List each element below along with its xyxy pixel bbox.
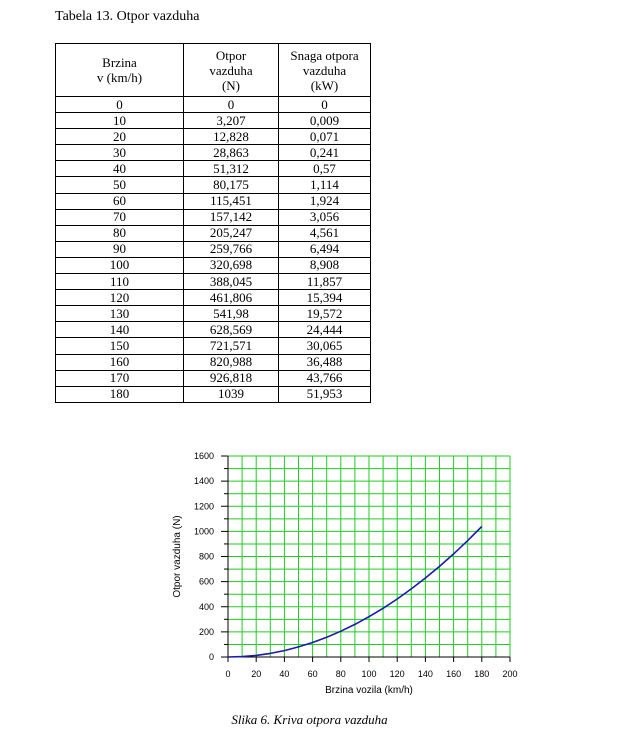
cell-resistance: 0 — [184, 97, 279, 113]
cell-power: 4,561 — [279, 225, 371, 241]
x-tick-label: 140 — [417, 669, 433, 679]
cell-speed: 130 — [56, 306, 184, 322]
header-line: Brzina — [102, 55, 137, 70]
cell-resistance: 320,698 — [184, 257, 279, 273]
y-tick-label: 600 — [198, 576, 214, 587]
header-line: Otpor — [215, 47, 247, 63]
cell-resistance: 205,247 — [184, 225, 279, 241]
cell-speed: 120 — [56, 290, 184, 306]
cell-resistance: 12,828 — [184, 129, 279, 145]
header-line: v (km/h) — [96, 70, 143, 85]
cell-resistance: 721,571 — [184, 338, 279, 354]
cell-speed: 70 — [56, 209, 184, 225]
cell-power: 6,494 — [279, 241, 371, 257]
cell-power: 24,444 — [279, 322, 371, 338]
cell-speed: 30 — [56, 145, 184, 161]
y-tick-label: 200 — [198, 626, 214, 637]
x-tick-label: 80 — [335, 669, 346, 679]
cell-power: 15,394 — [279, 290, 371, 306]
y-tick-label: 1200 — [193, 501, 214, 512]
y-axis-title: Otpor vazduha (N) — [172, 515, 183, 598]
x-tick-label: 60 — [307, 669, 318, 679]
x-tick-label: 200 — [502, 669, 518, 679]
cell-speed: 150 — [56, 338, 184, 354]
x-tick-label: 180 — [474, 669, 490, 679]
cell-resistance: 157,142 — [184, 209, 279, 225]
cell-speed: 100 — [56, 257, 184, 273]
cell-resistance: 115,451 — [184, 193, 279, 209]
cell-resistance: 541,98 — [184, 306, 279, 322]
cell-resistance: 80,175 — [184, 177, 279, 193]
cell-power: 51,953 — [279, 386, 371, 402]
figure-caption: Slika 6. Kriva otpora vazduha — [231, 712, 388, 727]
x-tick-label: 0 — [225, 669, 231, 679]
cell-power: 43,766 — [279, 370, 371, 386]
header-line: (N) — [221, 77, 241, 93]
header-line: (kW) — [310, 77, 339, 93]
cell-resistance: 28,863 — [184, 145, 279, 161]
cell-speed: 10 — [56, 113, 184, 129]
cell-power: 1,114 — [279, 177, 371, 193]
y-tick-label: 400 — [198, 601, 214, 612]
x-tick-label: 40 — [279, 669, 290, 679]
x-tick-label: 100 — [361, 669, 377, 679]
x-axis-title: Brzina vozila (km/h) — [325, 685, 413, 696]
cell-power: 0,071 — [279, 129, 371, 145]
cell-speed: 140 — [56, 322, 184, 338]
cell-speed: 60 — [56, 193, 184, 209]
cell-resistance: 3,207 — [184, 113, 279, 129]
cell-power: 3,056 — [279, 209, 371, 225]
cell-speed: 80 — [56, 225, 184, 241]
x-tick-label: 120 — [389, 669, 405, 679]
cell-speed: 20 — [56, 129, 184, 145]
y-tick-label: 1000 — [193, 526, 214, 537]
cell-power: 8,908 — [279, 257, 371, 273]
table-title: Tabela 13. Otpor vazduha — [55, 9, 200, 24]
cell-power: 0,57 — [279, 161, 371, 177]
cell-power: 36,488 — [279, 354, 371, 370]
cell-speed: 90 — [56, 241, 184, 257]
cell-power: 11,857 — [279, 274, 371, 290]
header-line: vazduha — [209, 62, 253, 78]
y-tick-label: 0 — [208, 652, 214, 662]
cell-resistance: 259,766 — [184, 241, 279, 257]
cell-resistance: 461,806 — [184, 290, 279, 306]
cell-speed: 110 — [56, 274, 184, 290]
cell-resistance: 1039 — [184, 386, 279, 402]
cell-resistance: 388,045 — [184, 274, 279, 290]
cell-power: 1,924 — [279, 193, 371, 209]
cell-power: 0,009 — [279, 113, 371, 129]
y-tick-label: 1400 — [193, 476, 214, 487]
header-line: Snaga otpora — [290, 47, 359, 63]
y-tick-label: 1600 — [193, 451, 214, 461]
cell-power: 19,572 — [279, 306, 371, 322]
cell-resistance: 926,818 — [184, 370, 279, 386]
cell-speed: 40 — [56, 161, 184, 177]
cell-power: 0,241 — [279, 145, 371, 161]
cell-speed: 160 — [56, 354, 184, 370]
cell-speed: 170 — [56, 370, 184, 386]
cell-speed: 50 — [56, 177, 184, 193]
x-tick-label: 160 — [446, 669, 462, 679]
x-tick-label: 20 — [251, 669, 262, 679]
cell-power: 30,065 — [279, 338, 371, 354]
cell-resistance: 820,988 — [184, 354, 279, 370]
cell-speed: 0 — [56, 97, 184, 113]
cell-resistance: 51,312 — [184, 161, 279, 177]
header-line: vazduha — [302, 62, 347, 78]
y-tick-label: 800 — [198, 551, 214, 562]
cell-resistance: 628,569 — [184, 322, 279, 338]
cell-speed: 180 — [56, 386, 184, 402]
cell-power: 0 — [279, 97, 371, 113]
